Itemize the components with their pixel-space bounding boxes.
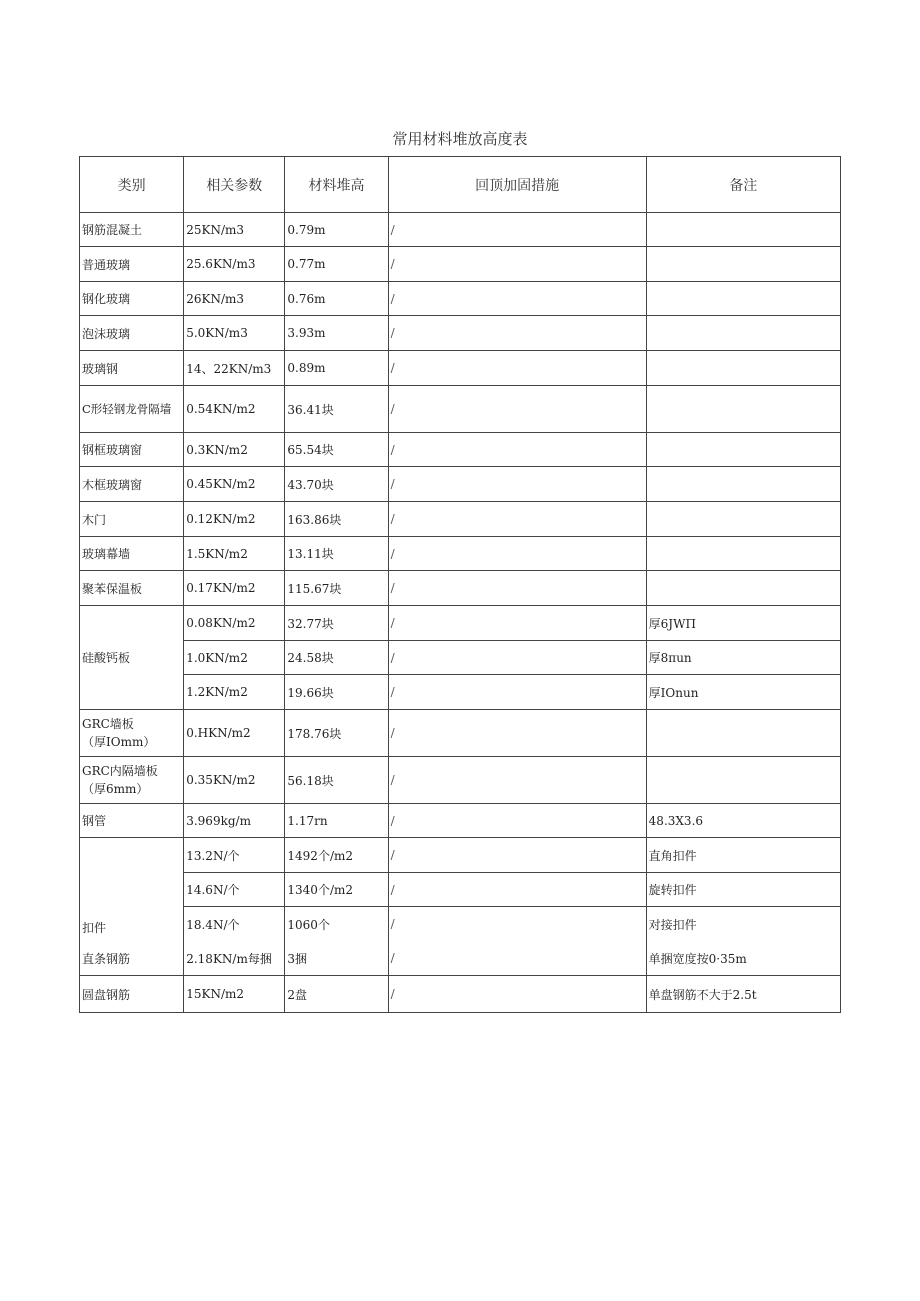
cell-category: 钢化玻璃 [80,282,184,316]
cell-note [646,571,840,606]
table-row [80,838,841,873]
cell-category: 木门 [80,502,184,537]
cell-height: 56.18块 [285,757,388,804]
cell-param: 18.4N/个 [184,907,285,942]
cell-measure: / [388,757,646,804]
cell-measure: / [388,838,646,873]
cell-note: 48.3X3.6 [646,804,840,838]
cell-measure: / [388,502,646,537]
table-row [80,606,841,641]
cell-category: 扣件 [80,838,184,942]
cell-note [646,386,840,433]
category-line: （厚6mm） [82,782,149,796]
cell-note [646,351,840,386]
cell-category: C形轻钢龙骨隔墙 [80,386,184,433]
cell-measure: / [388,537,646,571]
header-note: 备注 [646,157,840,213]
category-line: GRC墙板 [82,717,134,731]
cell-height: 2盘 [285,976,388,1013]
cell-param: 2.18KN/m每捆 [184,942,285,976]
cell-note [646,757,840,804]
cell-height: 36.41块 [285,386,388,433]
cell-param: 0.08KN/m2 [184,606,285,641]
table-row [80,467,841,502]
cell-category: 硅酸钙板 [80,606,184,710]
table-row [80,804,841,838]
cell-measure: / [388,316,646,351]
cell-param: 14、22KN/m3 [184,351,285,386]
cell-param: 1.2KN/m2 [184,675,285,710]
cell-param: 0.54KN/m2 [184,386,285,433]
cell-param: 3.969kg/m [184,804,285,838]
table-row [80,213,841,247]
cell-category: 泡沫玻璃 [80,316,184,351]
table-row [80,351,841,386]
cell-param: 14.6N/个 [184,873,285,907]
cell-param: 13.2N/个 [184,838,285,873]
cell-measure: / [388,942,646,976]
cell-height: 115.67块 [285,571,388,606]
cell-note: 单盘钢筋不大于2.5t [646,976,840,1013]
cell-measure: / [388,907,646,942]
cell-category: 聚苯保温板 [80,571,184,606]
category-line: GRC内隔墙板 [82,764,158,778]
cell-category: 钢管 [80,804,184,838]
cell-height: 3.93m [285,316,388,351]
cell-measure: / [388,386,646,433]
cell-measure: / [388,675,646,710]
table-row [80,571,841,606]
cell-note [646,433,840,467]
cell-height: 1492个/m2 [285,838,388,873]
table-row [80,641,841,675]
cell-param: 0.35KN/m2 [184,757,285,804]
cell-measure: / [388,282,646,316]
cell-param: 0.12KN/m2 [184,502,285,537]
header-param: 相关参数 [184,157,285,213]
cell-height: 1060个 [285,907,388,942]
cell-note: 旋转扣件 [646,873,840,907]
cell-param: 0.3KN/m2 [184,433,285,467]
table-row [80,433,841,467]
cell-note: 厚IOnun [646,675,840,710]
cell-height: 3捆 [285,942,388,976]
cell-note: 直角扣件 [646,838,840,873]
cell-measure: / [388,641,646,675]
cell-param: 25KN/m3 [184,213,285,247]
cell-measure: / [388,710,646,757]
cell-measure: / [388,571,646,606]
cell-param: 25.6KN/m3 [184,247,285,282]
table-row [80,942,841,976]
cell-height: 13.11块 [285,537,388,571]
table-row [80,675,841,710]
cell-height: 0.89m [285,351,388,386]
table-row [80,502,841,537]
cell-height: 1.17rn [285,804,388,838]
cell-height: 32.77块 [285,606,388,641]
cell-note: 厚8πun [646,641,840,675]
header-measure: 回顶加固措施 [388,157,646,213]
cell-category: 普通玻璃 [80,247,184,282]
header-category: 类别 [80,157,184,213]
cell-category: 玻璃钢 [80,351,184,386]
header-row [80,157,841,213]
cell-height: 178.76块 [285,710,388,757]
cell-measure: / [388,606,646,641]
cell-height: 0.77m [285,247,388,282]
table-row [80,386,841,433]
table-row [80,247,841,282]
cell-category: 钢筋混凝土 [80,213,184,247]
table-row [80,710,841,757]
cell-note [646,467,840,502]
table-row [80,537,841,571]
cell-measure: / [388,247,646,282]
cell-height: 24.58块 [285,641,388,675]
table-row [80,282,841,316]
cell-height: 163.86块 [285,502,388,537]
cell-measure: / [388,873,646,907]
header-height: 材料堆高 [285,157,388,213]
cell-category: 玻璃幕墙 [80,537,184,571]
table-row [80,316,841,351]
cell-param: 5.0KN/m3 [184,316,285,351]
cell-param: 1.0KN/m2 [184,641,285,675]
table-row [80,757,841,804]
cell-param: 0.HKN/m2 [184,710,285,757]
cell-height: 0.76m [285,282,388,316]
cell-measure: / [388,213,646,247]
cell-param: 1.5KN/m2 [184,537,285,571]
cell-param: 26KN/m3 [184,282,285,316]
cell-category [80,757,184,804]
material-table [79,156,841,1013]
cell-note [646,282,840,316]
cell-category: 圆盘钢筋 [80,976,184,1013]
cell-category: 木框玻璃窗 [80,467,184,502]
cell-note [646,710,840,757]
cell-height: 0.79m [285,213,388,247]
cell-note: 对接扣件 [646,907,840,942]
cell-note [646,247,840,282]
cell-measure: / [388,351,646,386]
cell-category [80,710,184,757]
cell-category: 直条钢筋 [80,942,184,976]
cell-measure: / [388,433,646,467]
cell-height: 43.70块 [285,467,388,502]
table-row [80,907,841,942]
cell-note [646,502,840,537]
cell-note [646,537,840,571]
category-line: （厚IOmm） [82,735,156,749]
table-row [80,873,841,907]
table-row [80,976,841,1013]
cell-measure: / [388,804,646,838]
cell-measure: / [388,976,646,1013]
cell-param: 15KN/m2 [184,976,285,1013]
cell-height: 1340个/m2 [285,873,388,907]
cell-category: 钢框玻璃窗 [80,433,184,467]
cell-note: 厚6JWП [646,606,840,641]
cell-note [646,213,840,247]
cell-param: 0.17KN/m2 [184,571,285,606]
cell-note [646,316,840,351]
page-title: 常用材料堆放高度表 [392,130,528,148]
cell-note: 单捆宽度按0·35m [646,942,840,976]
cell-height: 65.54块 [285,433,388,467]
cell-measure: / [388,467,646,502]
cell-height: 19.66块 [285,675,388,710]
cell-param: 0.45KN/m2 [184,467,285,502]
